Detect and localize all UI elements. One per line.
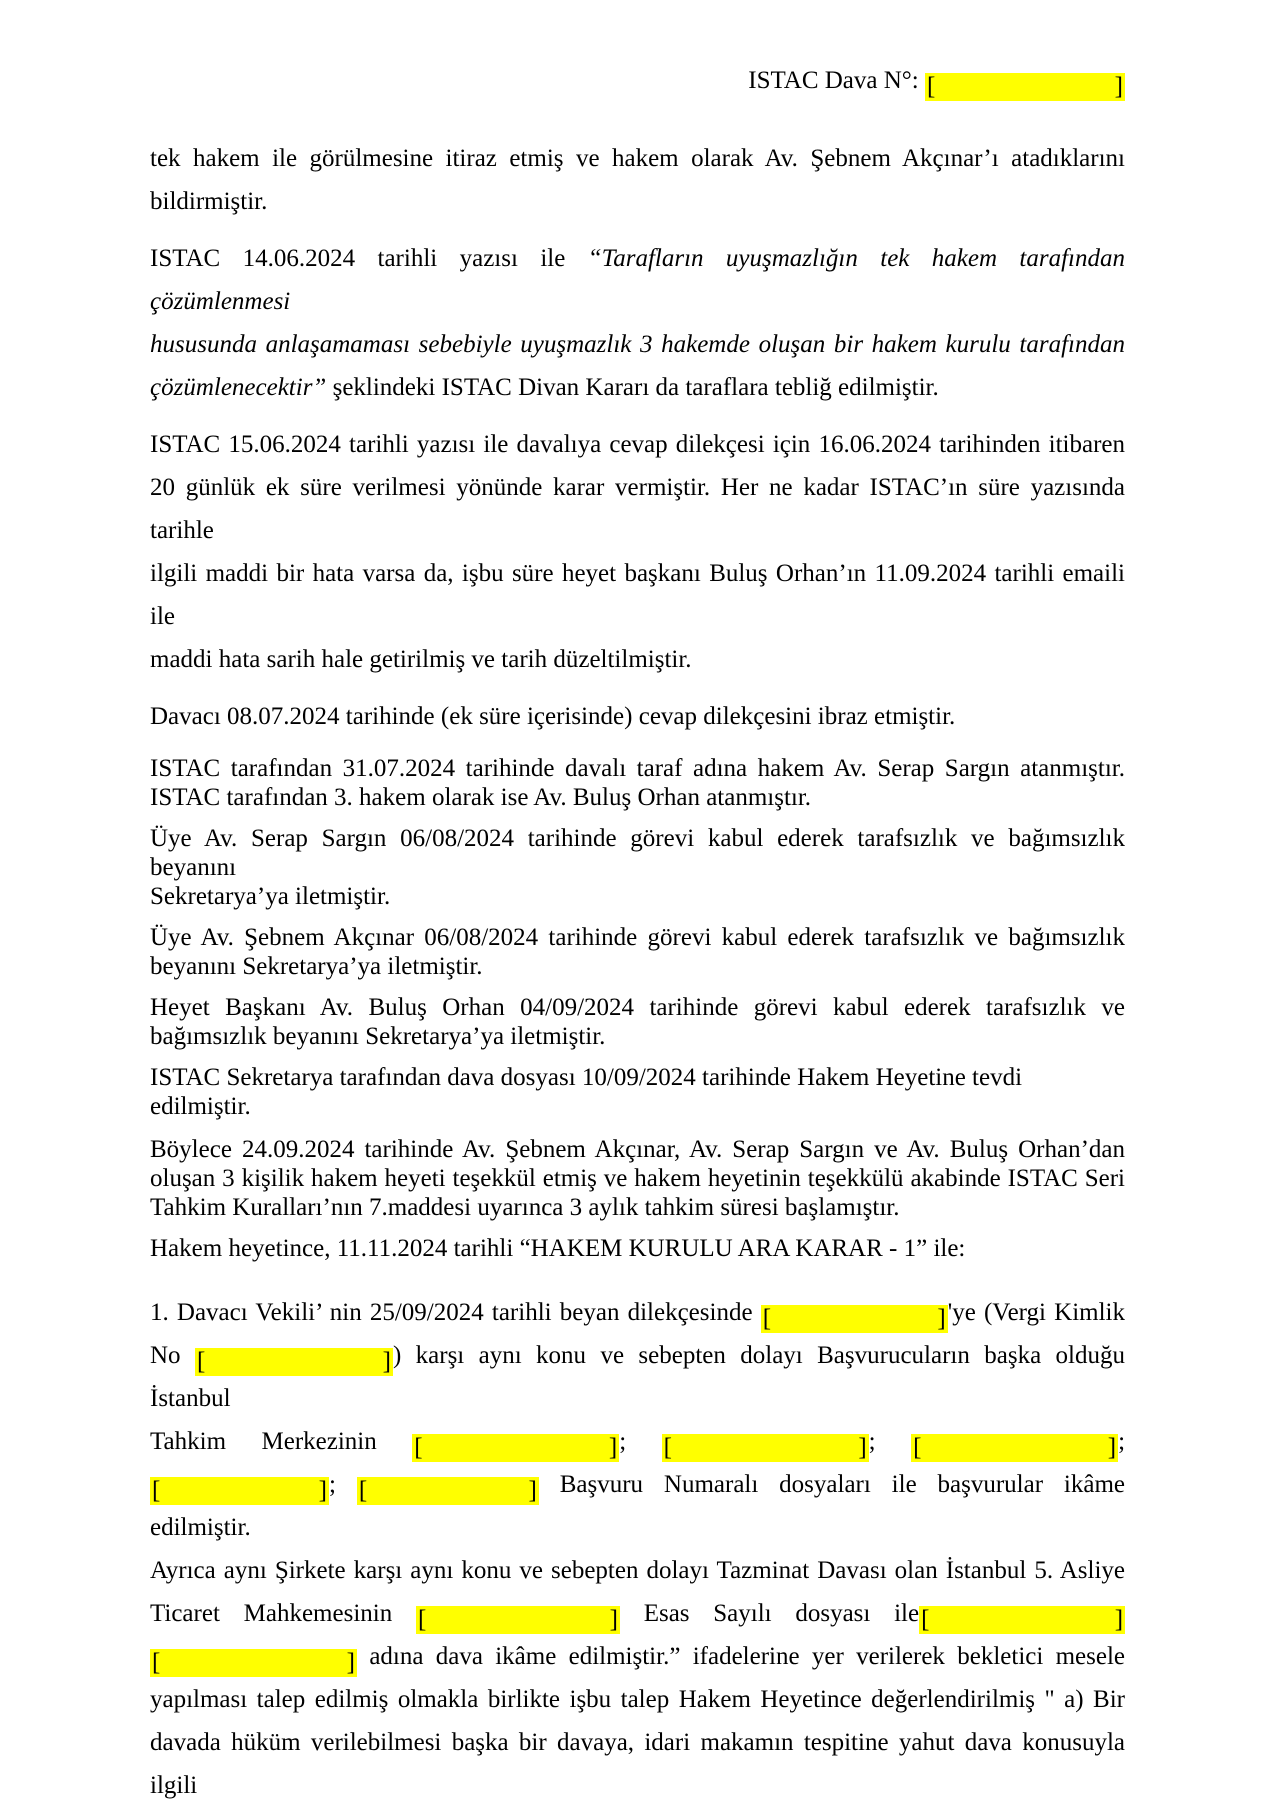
paragraph-5 bbox=[150, 754, 1125, 812]
redaction-highlight bbox=[911, 1434, 1118, 1462]
text-line: ISTAC tarafından 31.07.2024 tarihinde davalı taraf adına hakem Av. Serap Sargın atanmıştır. bbox=[150, 755, 1125, 782]
italic-quote-text: çözümlenecektir” bbox=[150, 374, 327, 401]
text-line: oluşan 3 kişilik hakem heyeti teşekkül etmiş ve hakem heyetinin teşekkülü akabinde ISTAC Seri bbox=[150, 1165, 1125, 1192]
text-line: maddi hata sarih hale getirilmiş ve tarih düzeltilmiştir. bbox=[150, 646, 692, 673]
text-line: 20 günlük ek süre verilmesi yönünde karar vermiştir. Her ne kadar ISTAC’ın süre yazısında tarihle bbox=[150, 474, 1125, 544]
redaction-highlight bbox=[662, 1434, 869, 1462]
paragraph-2 bbox=[150, 237, 1125, 409]
text-line: Davacı 08.07.2024 tarihinde (ek süre içerisinde) cevap dilekçesini ibraz etmiştir. bbox=[150, 703, 956, 730]
text-line: beyanını Sekretarya’ya iletmiştir. bbox=[150, 953, 483, 980]
text-line: davada hüküm verilebilmesi başka bir davaya, idari makamın tespitine yahut dava konusuyla ilgili bbox=[150, 1729, 1125, 1799]
bracket-open: [ bbox=[663, 1434, 672, 1461]
bracket-close: ] bbox=[608, 1434, 618, 1461]
text-line: bağımsızlık beyanını Sekretarya’ya iletmiştir. bbox=[150, 1023, 606, 1050]
bracket-close: ] bbox=[382, 1348, 391, 1375]
bracket-close: ] bbox=[1114, 1606, 1124, 1633]
text-line: Üye Av. Şebnem Akçınar 06/08/2024 tarihinde görevi kabul ederek tarafsızlık ve bağımsızlık bbox=[150, 924, 1125, 951]
case-number-label: ISTAC Dava N°: bbox=[748, 67, 919, 94]
bracket-close: ] bbox=[528, 1477, 537, 1504]
text-line: çözümlenecektir” şeklindeki ISTAC Divan Kararı da taraflara tebliğ edilmiştir. bbox=[150, 374, 939, 401]
text-line: [ ] ; [ ] Başvuru Numaralı dosyaları ile başvurular ikâme edilmiştir. bbox=[150, 1471, 1126, 1541]
text-line: 1. Davacı Vekili’ nin 25/09/2024 tarihli beyan dilekçesinde [ ] 'ye (Vergi Kimlik bbox=[150, 1299, 1125, 1332]
text-line: [ ] adına dava ikâme edilmiştir.” ifadelerine yer verilerek bekletici mesele bbox=[152, 1643, 1126, 1676]
text-line: yapılması talep edilmiş olmakla birlikte işbu talep Hakem Heyetince değerlendirilmiş " a) Bir bbox=[150, 1686, 1125, 1713]
text-line: Böylece 24.09.2024 tarihinde Av. Şebnem Akçınar, Av. Serap Sargın ve Av. Buluş Orhan’dan bbox=[150, 1136, 1125, 1163]
bracket-open: [ bbox=[152, 1477, 161, 1504]
redaction-highlight bbox=[412, 1434, 619, 1462]
bracket-close: ] bbox=[318, 1477, 327, 1504]
redaction-highlight bbox=[195, 1348, 393, 1376]
redaction-highlight bbox=[416, 1606, 620, 1634]
case-number-redaction-highlight bbox=[925, 73, 1125, 101]
paragraph-10 bbox=[150, 1135, 1125, 1222]
bracket-open: [ bbox=[927, 73, 936, 100]
redaction-highlight bbox=[150, 1649, 357, 1677]
redaction-highlight bbox=[919, 1606, 1125, 1634]
italic-quote-text: hususunda anlaşamaması sebebiyle uyuşmazlık 3 hakemde oluşan bir hakem kurulu tarafından bbox=[150, 331, 1125, 358]
text-line: tek hakem ile görülmesine itiraz etmiş ve hakem olarak Av. Şebnem Akçınar’ı atadıklarını bbox=[150, 145, 1125, 172]
paragraph-8 bbox=[150, 993, 1125, 1051]
bracket-close: ] bbox=[609, 1606, 618, 1633]
bracket-open: [ bbox=[152, 1649, 161, 1676]
bracket-close: ] bbox=[346, 1649, 355, 1676]
paragraph-11 bbox=[150, 1234, 1125, 1263]
text-line: Tahkim Kuralları’nın 7.maddesi uyarınca 3 aylık tahkim süresi başlamıştır. bbox=[150, 1194, 900, 1221]
text-line: Ticaret Mahkemesinin [ ] Esas Sayılı dosyası ile [ ] bbox=[150, 1600, 1124, 1633]
paragraph-12 bbox=[150, 1291, 1125, 1807]
text-line: ISTAC tarafından 3. hakem olarak ise Av. Buluş Orhan atanmıştır. bbox=[150, 784, 812, 811]
text-line: Sekretarya’ya iletmiştir. bbox=[150, 883, 391, 910]
bracket-open: [ bbox=[762, 1305, 772, 1332]
bracket-open: [ bbox=[921, 1606, 930, 1633]
text-line: ISTAC 14.06.2024 tarihli yazısı ile “Tarafların uyuşmazlığın tek hakem tarafından çözümlenmesi bbox=[150, 245, 1126, 315]
text-line: ISTAC 15.06.2024 tarihli yazısı ile davalıya cevap dilekçesi için 16.06.2024 tarihinden itibaren bbox=[150, 431, 1125, 458]
bracket-close: ] bbox=[1114, 73, 1123, 100]
paragraph-6 bbox=[150, 824, 1125, 911]
text-line: No [ ] ) karşı aynı konu ve sebepten dolayı Başvurucuların başka olduğu İstanbul bbox=[150, 1342, 1125, 1412]
redaction-highlight bbox=[357, 1477, 539, 1505]
bracket-open: [ bbox=[358, 1477, 368, 1504]
bracket-open: [ bbox=[414, 1434, 423, 1461]
text-line: Hakem heyetince, 11.11.2024 tarihli “HAKEM KURULU ARA KARAR - 1” ile: bbox=[150, 1235, 966, 1262]
paragraph-1 bbox=[150, 137, 1125, 223]
text-line: bildirmiştir. bbox=[150, 188, 268, 215]
bracket-close: ] bbox=[858, 1434, 867, 1461]
bracket-open: [ bbox=[196, 1348, 206, 1375]
text-line bbox=[150, 323, 1125, 366]
bracket-open: [ bbox=[417, 1606, 427, 1633]
paragraph-3 bbox=[150, 423, 1125, 681]
document-body bbox=[150, 137, 1125, 1807]
redaction-highlight bbox=[150, 1477, 329, 1505]
paragraph-9 bbox=[150, 1063, 1125, 1121]
case-number-header bbox=[150, 66, 1125, 101]
text-line: Üye Av. Serap Sargın 06/08/2024 tarihinde görevi kabul ederek tarafsızlık ve bağımsızlık beyanını bbox=[150, 825, 1125, 881]
text-line: ilgili maddi bir hata varsa da, işbu süre heyet başkanı Buluş Orhan’ın 11.09.2024 tarihli emaili ile bbox=[150, 560, 1125, 630]
redaction-highlight bbox=[761, 1305, 948, 1333]
bracket-open: [ bbox=[913, 1434, 922, 1461]
text-line: Tahkim Merkezinin [ ] ; [ ] ; [ ] ; bbox=[150, 1428, 1126, 1461]
paragraph-4 bbox=[150, 695, 1125, 738]
italic-quote-text: “Tarafların uyuşmazlığın tek hakem tarafından çözümlenmesi bbox=[150, 245, 1126, 315]
bracket-close: ] bbox=[1107, 1434, 1117, 1461]
text-line: Heyet Başkanı Av. Buluş Orhan 04/09/2024 tarihinde görevi kabul ederek tarafsızlık ve bbox=[150, 994, 1125, 1021]
bracket-close: ] bbox=[937, 1305, 946, 1332]
text-line: ISTAC Sekretarya tarafından dava dosyası 10/09/2024 tarihinde Hakem Heyetine tevdi edilmiştir. bbox=[150, 1064, 1023, 1120]
paragraph-7 bbox=[150, 923, 1125, 981]
text-line: Ayrıca aynı Şirkete karşı aynı konu ve sebepten dolayı Tazminat Davası olan İstanbul 5. Asliye bbox=[150, 1557, 1125, 1584]
